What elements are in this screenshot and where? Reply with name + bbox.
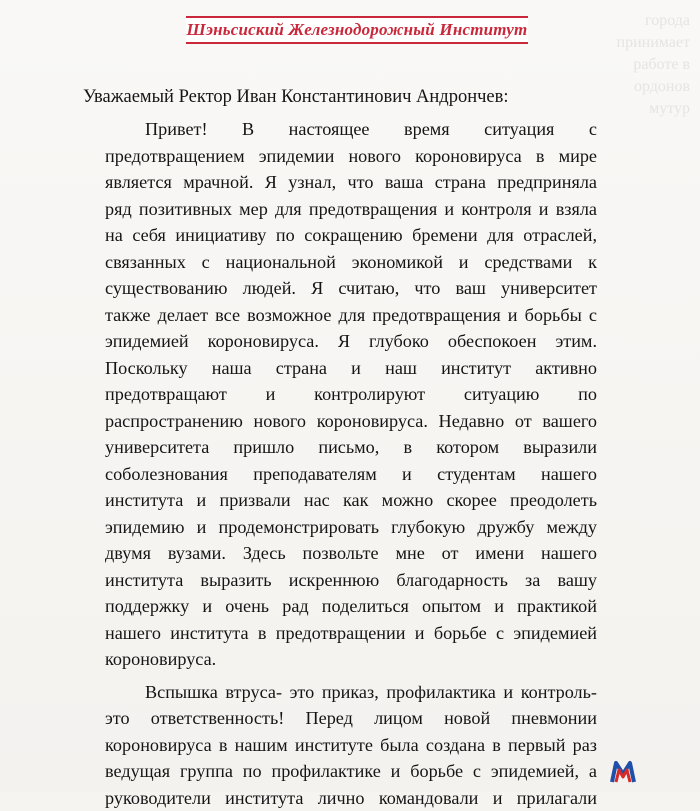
salutation: Уважаемый Ректор Иван Константинович Андрончев: [83,87,509,108]
letter-line: Привет! В настоящее время ситуация с [105,116,597,143]
watermark-logo-icon [608,756,638,786]
letter-line: распространению нового короновируса. Недавно от вашего [105,408,597,435]
letter-line: руководители института лично командовали и прилагали [105,785,597,811]
letter-line: соболезнования преподавателям и студентам нашего [105,461,597,488]
letter-line: эпидемию и продемонстрировать глубокую дружбу между [105,514,597,541]
ghost-line: принимает [560,32,690,54]
ghost-line: города [560,10,690,32]
letter-line: нашего института в предотвращении и борьбе с эпидемией [105,620,597,647]
letter-line: университета пришло письмо, в котором выразили [105,434,597,461]
letter-line: связанных с национальной экономикой и средствами к [105,249,597,276]
letter-line: это ответственность! Перед лицом новой пневмонии [105,705,597,732]
institute-header [186,16,528,44]
letter-line: является мрачной. Я узнал, что ваша страна предприняла [105,169,597,196]
letter-line: Поскольку наша страна и наш институт активно [105,355,597,382]
letter-line: ряд позитивных мер для предотвращения и контроля и взяла [105,196,597,223]
bleed-through-text [560,10,690,120]
letter-body [105,116,597,811]
letter-line: поддержку и очень рад поделиться опытом и практикой [105,593,597,620]
letter-line: двумя вузами. Здесь позвольте мне от имени нашего [105,540,597,567]
letter-line: предотвращением эпидемии нового короновируса в мире [105,143,597,170]
letter-line: предотвращают и контролируют ситуацию по [105,381,597,408]
institute-title: Шэньсиский Железнодорожный Институт [187,20,528,40]
letter-line: короновируса. [105,646,597,673]
letter-line: на себя инициативу по сокращению бремени для отраслей, [105,222,597,249]
letter-line: эпидемией короновируса. Я глубоко обеспокоен этим. [105,328,597,355]
ghost-line: работе в [560,54,690,76]
letter-line: института выразить искреннюю благодарность за вашу [105,567,597,594]
letter-line: Вспышка втруса- это приказ, профилактика и контроль- [105,679,597,706]
ghost-line: ордонов [560,76,690,98]
ghost-line: мутур [560,98,690,120]
letter-line: ведущая группа по профилактике и борьбе с эпидемией, а [105,758,597,785]
letter-line: института и призвали нас как можно скорее преодолеть [105,487,597,514]
letter-line: существованию людей. Я считаю, что ваш университет [105,275,597,302]
letter-line: также делает все возможное для предотвращения и борьбы с [105,302,597,329]
letter-line: короновируса в нашим институте была создана в первый раз [105,732,597,759]
